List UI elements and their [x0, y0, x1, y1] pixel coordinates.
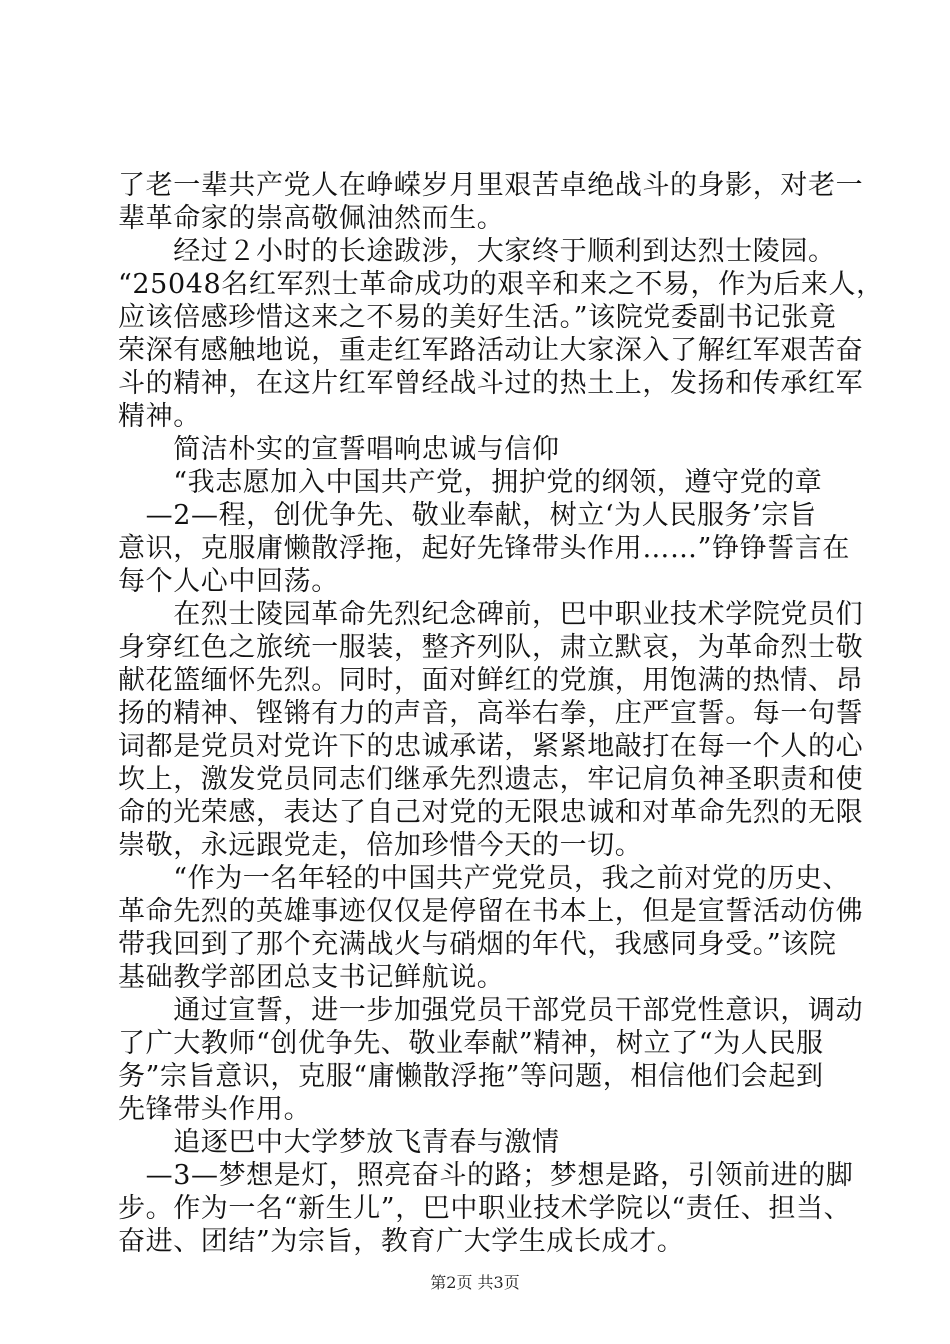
text-line: 了老一辈共产党人在峥嵘岁月里艰苦卓绝战斗的身影，对老一	[118, 170, 864, 201]
text-line: “25048名红军烈士革命成功的艰辛和来之不易，作为后来人，	[118, 269, 884, 300]
page-footer: 第2页 共3页	[430, 1273, 520, 1292]
text-line: 基础教学部团总支书记鲜航说。	[118, 962, 505, 993]
text-line: 了广大教师“创优争先、敬业奉献”精神，树立了“为人民服	[118, 1028, 824, 1059]
text-line: 经过２小时的长途跋涉，大家终于顺利到达烈士陵园。	[118, 236, 836, 267]
text-line: 革命先烈的英雄事迹仅仅是停留在书本上，但是宣誓活动仿佛	[118, 896, 864, 927]
text-line: 身穿红色之旅统一服装，整齐列队，肃立默哀，为革命烈士敬	[118, 632, 864, 663]
text-line: 崇敬，永远跟党走，倍加珍惜今天的一切。	[118, 830, 643, 861]
text-line: 精神。	[118, 401, 201, 432]
text-line: 带我回到了那个充满战火与硝烟的年代，我感同身受。”该院	[118, 929, 837, 960]
text-line: 献花篮缅怀先烈。同时，面对鲜红的党旗，用饱满的热情、昂	[118, 665, 864, 696]
text-line: 步。作为一名“新生儿”，巴中职业技术学院以“责任、担当、	[118, 1193, 852, 1224]
text-line: “作为一名年轻的中国共产党党员，我之前对党的历史、	[118, 863, 851, 894]
text-line: 词都是党员对党许下的忠诚承诺，紧紧地敲打在每一个人的心	[118, 731, 864, 762]
text-line: 荣深有感触地说，重走红军路活动让大家深入了解红军艰苦奋	[118, 335, 864, 366]
section-heading: 简洁朴实的宣誓唱响忠诚与信仰	[118, 434, 560, 465]
text-line: 命的光荣感，表达了自己对党的无限忠诚和对革命先烈的无限	[118, 797, 864, 828]
text-line: —3—梦想是灯，照亮奋斗的路；梦想是路，引领前进的脚	[118, 1160, 854, 1191]
text-line: 辈革命家的崇高敬佩油然而生。	[118, 203, 505, 234]
text-line: 通过宣誓，进一步加强党员干部党员干部党性意识，调动	[118, 995, 864, 1026]
text-line: “我志愿加入中国共产党，拥护党的纲领，遵守党的章	[118, 467, 823, 498]
text-line: 意识，克服庸懒散浮拖，起好先锋带头作用……”铮铮誓言在	[118, 533, 851, 564]
section-heading: 追逐巴中大学梦放飞青春与激情	[118, 1127, 560, 1158]
text-line: 务”宗旨意识，克服“庸懒散浮拖”等问题，相信他们会起到	[118, 1061, 824, 1092]
text-line: —2—程，创优争先、敬业奉献，树立‘为人民服务’宗旨	[118, 500, 817, 531]
text-line: 先锋带头作用。	[118, 1094, 312, 1125]
text-line: 斗的精神，在这片红军曾经战斗过的热土上，发扬和传承红军	[118, 368, 864, 399]
text-line: 每个人心中回荡。	[118, 566, 339, 597]
text-line: 扬的精神、铿锵有力的声音，高举右拳，庄严宣誓。每一句誓	[118, 698, 864, 729]
text-line: 奋进、团结”为宗旨，教育广大学生成长成才。	[118, 1226, 685, 1257]
text-line: 应该倍感珍惜这来之不易的美好生活。”该院党委副书记张竟	[118, 302, 837, 333]
text-line: 在烈士陵园革命先烈纪念碑前，巴中职业技术学院党员们	[118, 599, 864, 630]
text-line: 坎上，激发党员同志们继承先烈遗志，牢记肩负神圣职责和使	[118, 764, 864, 795]
